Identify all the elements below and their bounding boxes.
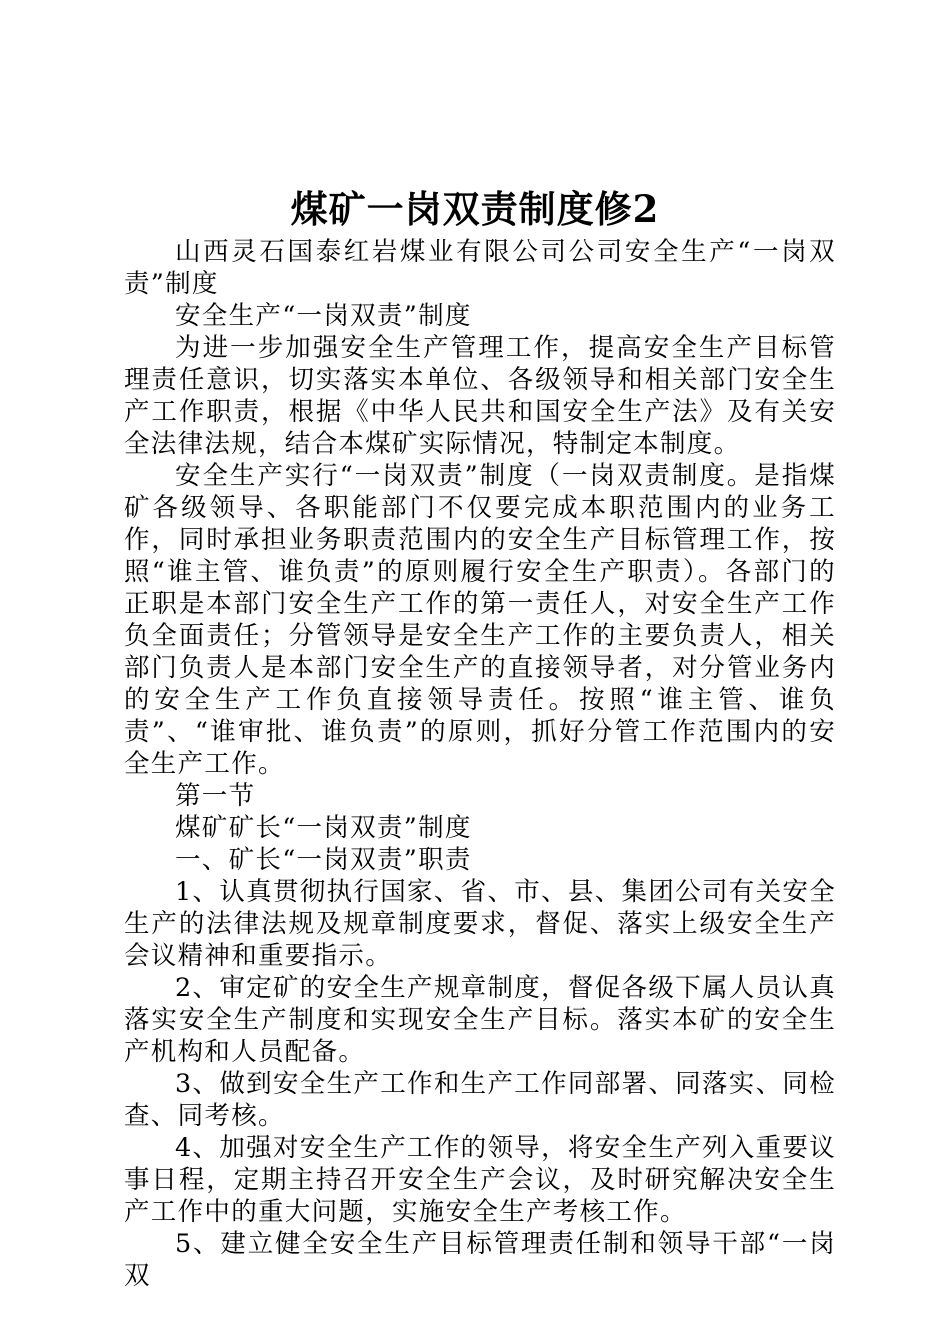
document-body <box>124 236 836 1292</box>
subsection-heading: 一、矿长“一岗双责”职责 <box>175 845 472 875</box>
paragraph: 山西灵石国泰红岩煤业有限公司公司安全生产“一岗双责”制度 <box>124 237 836 299</box>
paragraph: 安全生产实行“一岗双责”制度（一岗双责制度。是指煤矿各级领导、各职能部门不仅要完成本职范围内的业务工作，同时承担业务职责范围内的安全生产目标管理工作，按照“谁主管、谁负责”的原则履行安全生产职责）。各部门的正职是本部门安全生产工作的第一责任人，对安全生产工作负全面责任；分管领导是安全生产工作的主要负责人，相关部门负责人是本部门安全生产的直接领导者，对分管业务内的安全生产工作负直接领导责任。按照“谁主管、谁负责”、“谁审批、谁负责”的原则，抓好分管工作范围内的安全生产工作。 <box>124 461 836 779</box>
subsection-heading: 煤矿矿长“一岗双责”制度 <box>175 813 472 843</box>
section-heading: 第一节 <box>175 781 256 811</box>
list-item: 4、加强对安全生产工作的领导，将安全生产列入重要议事日程，定期主持召开安全生产会议，及时研究解决安全生产工作中的重大问题，实施安全生产考核工作。 <box>124 1133 836 1227</box>
paragraph: 为进一步加强安全生产管理工作，提高安全生产目标管理责任意识，切实落实本单位、各级领导和相关部门安全生产工作职责，根据《中华人民共和国安全生产法》及有关安全法律法规，结合本煤矿实际情况，特制定本制度。 <box>124 333 836 459</box>
list-item: 5、建立健全安全生产目标管理责任制和领导干部“一岗双 <box>124 1229 836 1291</box>
list-item: 3、做到安全生产工作和生产工作同部署、同落实、同检查、同考核。 <box>124 1069 836 1131</box>
document-title: 煤矿一岗双责制度修2 <box>290 187 660 231</box>
list-item: 1、认真贯彻执行国家、省、市、县、集团公司有关安全生产的法律法规及规章制度要求，督促、落实上级安全生产会议精神和重要指示。 <box>124 877 836 971</box>
list-item: 2、审定矿的安全生产规章制度，督促各级下属人员认真落实安全生产制度和实现安全生产目标。落实本矿的安全生产机构和人员配备。 <box>124 973 836 1067</box>
paragraph: 安全生产“一岗双责”制度 <box>175 301 472 331</box>
